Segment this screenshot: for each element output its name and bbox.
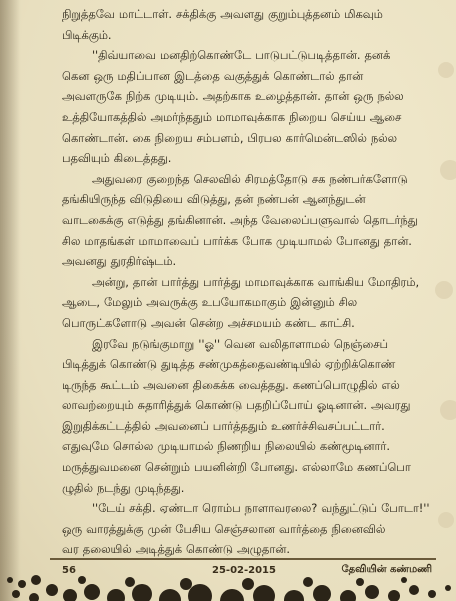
- article-line: ''டேய் சக்தி. ஏண்டா ரொம்ப நாளாவரலை? வந்துட்டுப் போடா!'': [92, 501, 430, 516]
- article-line: அதுவரை குறைந்த செலவில் சிரமத்தோடு சக நண்பர்களோடு: [92, 171, 408, 186]
- article-line: ஒரு வாரத்துக்கு முன் பேசிய செஞ்சலான வார்த்தை நினைவில்: [62, 521, 386, 536]
- magazine-name: தேவியின் கண்மணி: [341, 564, 432, 575]
- article-line: நிறுத்தவே மாட்டாள். சக்திக்கு அவளது குறும்புத்தனம் மிகவும்: [62, 7, 383, 21]
- article-line: தங்கியிருந்த விடுதியை விடுத்து, தன் நண்பன் ஆனந்துடன்: [62, 192, 366, 207]
- article-line: பிடிக்கும்.: [62, 27, 112, 42]
- article-line: கென ஒரு மதிப்பான இடத்தை வகுத்துக் கொண்டால் தான்: [62, 68, 364, 83]
- page-gutter-shadow: [0, 0, 20, 601]
- article-line: மருத்துவமனை சென்றும் பயனின்றி போனது. எல்லாமே கணப்பொ: [62, 460, 411, 475]
- article-line: பிடித்துக் கொண்டு துடித்த சண்முகத்தைவண்டியில் ஏற்றிக்கொண்: [62, 357, 396, 372]
- article-line: கொண்டான். கை நிறைய சம்பளம், பிரபல கார்மென்டஸில் நல்ல: [62, 130, 397, 145]
- article-line: ஆடை, மேலும் அவருக்கு உபயோகமாகும் இன்னும் சில: [62, 295, 358, 310]
- article-line: பொருட்களோடு அவன் சென்ற அச்சமயம் கண்ட காட்சி.: [62, 315, 355, 330]
- article-line: ழுதில் நடந்து முடிந்தது.: [62, 480, 185, 495]
- article-line: டிருந்த கூட்டம் அவனை திகைக்க வைத்தது. கணப்பொழுதில் எல்: [62, 377, 400, 392]
- article-line: எதுவுமே சொல்ல முடியாமல் நிணறிய நிலையில் கண்மூடினார்.: [62, 439, 390, 454]
- article-line: இரவே நடுங்குமாறு ''ஓ'' வென வலிதாளாமல் நெஞ்சைப்: [92, 336, 389, 351]
- issue-date: 25-02-2015: [212, 565, 276, 576]
- page-number: 56: [62, 565, 76, 576]
- article-line: பதவியும் கிடைத்தது.: [62, 151, 172, 166]
- page-footer: [0, 558, 456, 582]
- article-line: உத்தியோகத்தில் அமர்ந்ததும் மாமாவுக்காக நிறைய செய்ய ஆசை: [62, 109, 402, 124]
- article-line: வர தலையில் அடித்துக் கொண்டு அழுதான்.: [62, 542, 290, 557]
- article-line: அவனது துரதிர்ஷ்டம்.: [62, 254, 177, 269]
- article-line: சில மாதங்கள் மாமாவைப் பார்க்க போக முடியாமல் போனது தான்.: [62, 233, 412, 248]
- article-line: வாடகைக்கு எடுத்து தங்கினான். அந்த வேலைப்பளுவால் தொடர்ந்து: [62, 212, 418, 227]
- article-line: அன்று, தான் பார்த்து பார்த்து மாமாவுக்காக வாங்கிய மோதிரம்,: [92, 274, 420, 289]
- footer-divider: [50, 558, 436, 560]
- article-line: அவளருகே நிற்க முடியும். அதற்காக உழைத்தான். தான் ஒரு நல்ல: [62, 89, 404, 104]
- article-body: [62, 4, 442, 560]
- article-line: இறுதிக்கட்டத்தில் அவனைப் பார்த்ததும் உணர்ச்சிவசப்பட்டார்.: [62, 418, 385, 433]
- article-line: ''திவ்யாவை மனதிற்கொண்டே பாடுபட்டுபடித்தான். தனக்: [92, 48, 391, 63]
- article-line: லாவற்றையும் சுதாரித்துக் கொண்டு பதறிப்போய் ஓடினான். அவரது: [62, 398, 411, 413]
